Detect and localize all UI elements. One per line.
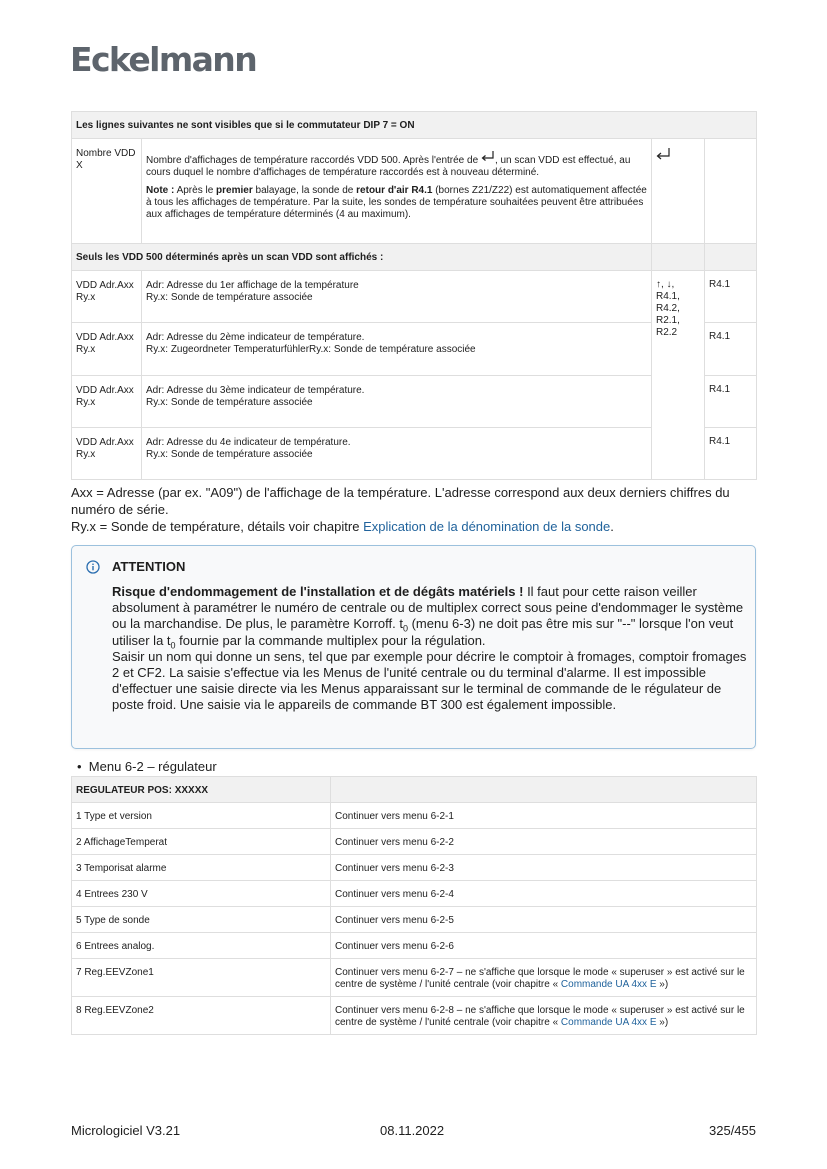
- parameter-table: [71, 111, 757, 480]
- table-row: [72, 933, 757, 959]
- default-value: R4.1: [705, 323, 757, 376]
- default-value: R4.1: [705, 376, 757, 428]
- table-section-header: [72, 112, 757, 139]
- menu-item: 6 Entrees analog.: [72, 933, 331, 959]
- table-row: [72, 271, 757, 323]
- default-value: R4.1: [705, 271, 757, 323]
- menu-item: 5 Type de sonde: [72, 907, 331, 933]
- desc-text: , un scan VDD est effectué, au cours duquel le nombre d'affichages de température raccordés est à nouveau déterminé.: [146, 155, 631, 178]
- note-paragraph: Note : Après le premier balayage, la sonde de retour d'air R4.1 (bornes Z21/Z22) est automatiquement affectée à tous les affichages de température. Par la suite, les sondes de température souhaitées peuvent être attribuées aux affichages de température déterminés (4 au maximum).: [146, 185, 647, 220]
- attention-title: ATTENTION: [112, 559, 186, 574]
- table-row: [72, 803, 757, 829]
- table-row: [72, 907, 757, 933]
- menu-action: Continuer vers menu 6-2-8 – ne s'affiche que lorsque le mode « superuser » est activé sur le centre de système / l'unité centrale (voir chapitre « Commande UA 4xx E »): [331, 997, 757, 1035]
- param-name: VDD Adr.Axx Ry.x: [72, 271, 142, 323]
- list-item: • Menu 6-2 – régulateur: [77, 759, 217, 774]
- table-row: [72, 829, 757, 855]
- param-description: [142, 139, 652, 244]
- param-name: VDD Adr.Axx Ry.x: [72, 428, 142, 480]
- enter-key-icon: [481, 153, 495, 163]
- default-value: R4.1: [705, 428, 757, 480]
- footer-firmware: Micrologiciel V3.21: [71, 1123, 181, 1138]
- commande-ua-link[interactable]: Commande UA 4xx E: [560, 1017, 657, 1028]
- param-name: VDD Adr.Axx Ry.x: [72, 323, 142, 376]
- param-description: Adr: Adresse du 3ème indicateur de température. Ry.x: Sonde de température associée: [142, 376, 652, 428]
- table-row: [72, 881, 757, 907]
- scan-note: Seuls les VDD 500 déterminés après un scan VDD sont affichés :: [72, 244, 652, 271]
- info-icon: [86, 560, 100, 579]
- commande-ua-link[interactable]: Commande UA 4xx E: [560, 979, 657, 990]
- attention-text: Risque d'endommagement de l'installation et de dégâts matériels ! Il faut pour cette raison veiller absolument à paramétrer le numéro de centrale ou de multiplex correct sous peine d'endommager le système ou la marchandise. De plus, le paramètre Korroff. $t_0$ (menu 6-3) ne doit pas être mis sur "--" lorsque l'on veut utiliser la $t_0$ fournie par la commande multiplex pour la régulation. Saisir un nom qui donne un sens, tel que par exemple pour décrire le comptoir à fromages, comptoir fromages 2 et CF2. La saisie s'effectue via les Menus de l'unité centrale ou du terminal d'alarme. Il est impossible d'effectuer une saisie directe via les Menus apparaissant sur le terminal de commande de le régulateur de poste froid. Une saisie via le appareils de commande BT 300 est également impossible.: [112, 584, 747, 713]
- dip7-note: Les lignes suivantes ne sont visibles que si le commutateur DIP 7 = ON: [72, 112, 757, 139]
- param-description: Adr: Adresse du 1er affichage de la température Ry.x: Sonde de température associée: [142, 271, 652, 323]
- menu-action: Continuer vers menu 6-2-6: [331, 933, 757, 959]
- menu-table: [71, 776, 757, 1035]
- menu-action: Continuer vers menu 6-2-4: [331, 881, 757, 907]
- allowed-values: ↑, ↓, R4.1, R4.2, R2.1, R2.2: [652, 271, 705, 480]
- axx-definition: Axx = Adresse (par ex. "A09") de l'affichage de la température. L'adresse correspond aux deux derniers chiffres du numéro de série.: [71, 485, 730, 517]
- ryx-definition: Ry.x = Sonde de température, détails voir chapitre Explication de la dénomination de la sonde.: [71, 519, 614, 534]
- footer-page-number: 325/455: [709, 1123, 756, 1138]
- menu-action: Continuer vers menu 6-2-3: [331, 855, 757, 881]
- menu-item: 8 Reg.EEVZone2: [72, 997, 331, 1035]
- menu-item: 7 Reg.EEVZone1: [72, 959, 331, 997]
- table-section-header: [72, 244, 757, 271]
- menu-action: Continuer vers menu 6-2-1: [331, 803, 757, 829]
- menu-action: Continuer vers menu 6-2-5: [331, 907, 757, 933]
- sensor-naming-link[interactable]: Explication de la dénomination de la sonde: [363, 519, 611, 534]
- menu-item: 2 AffichageTemperat: [72, 829, 331, 855]
- attention-box: [71, 545, 756, 749]
- param-name: Nombre VDD X: [72, 139, 142, 244]
- table-row: [72, 139, 757, 244]
- values-cell: [652, 139, 705, 244]
- menu-title: REGULATEUR POS: XXXXX: [72, 777, 331, 803]
- table-row: [72, 997, 757, 1035]
- param-description: Adr: Adresse du 4e indicateur de température. Ry.x: Sonde de température associée: [142, 428, 652, 480]
- table-row: [72, 959, 757, 997]
- param-name: VDD Adr.Axx Ry.x: [72, 376, 142, 428]
- default-cell: [705, 139, 757, 244]
- desc-text: Nombre d'affichages de température raccordés VDD 500. Après l'entrée de: [146, 155, 479, 166]
- footer-date: 08.11.2022: [380, 1123, 445, 1138]
- menu-item: 3 Temporisat alarme: [72, 855, 331, 881]
- eckelmann-logo: Eckelmann: [70, 40, 257, 79]
- legend-text: [71, 484, 761, 535]
- menu-action: Continuer vers menu 6-2-2: [331, 829, 757, 855]
- table-header: [72, 777, 757, 803]
- menu-action: Continuer vers menu 6-2-7 – ne s'affiche que lorsque le mode « superuser » est activé sur le centre de système / l'unité centrale (voir chapitre « Commande UA 4xx E »): [331, 959, 757, 997]
- menu-item: 1 Type et version: [72, 803, 331, 829]
- enter-key-icon: [656, 153, 672, 164]
- param-description: Adr: Adresse du 2ème indicateur de température. Ry.x: Zugeordneter TemperaturfühlerRy.x: Sonde de température associée: [142, 323, 652, 376]
- menu-item: 4 Entrees 230 V: [72, 881, 331, 907]
- table-row: [72, 855, 757, 881]
